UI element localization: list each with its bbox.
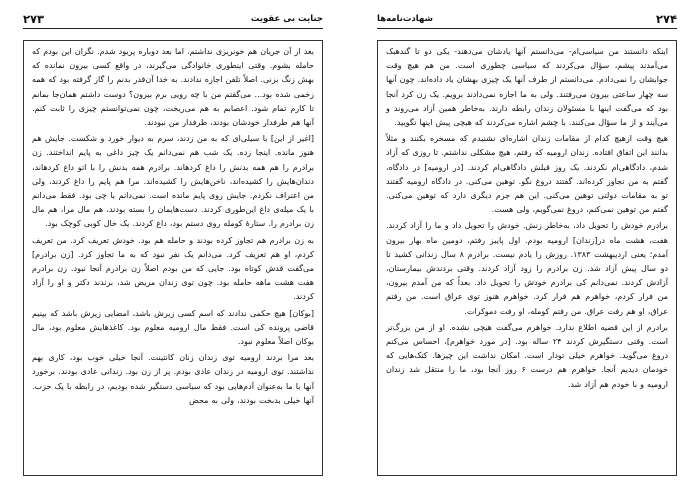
- left-paragraph-3: به زن برادرم هم تجاوز کرده بودند و حامله هم بود. خودش تعریف کرد. من تعریف کردم، او هم تعریف کرد. می‌دانم یک نفر نبود که به ما تجاوز کرد. [زن برادرم] می‌گفت قدش کوتاه بود. جایی که من بودم اصلاً زن برادرم آنجا نبود. زن برادرم هفت هشت ماهه حامله بود. چون توی زندان مریض شد، برندند دکتر و او را آزاد کردند.: [32, 235, 314, 302]
- left-paragraph-2: [اغیر از این] با سیلی‌ای که به من زدند، سرم به دیوار خورد و شکست. جایش هم هنوز مانده. اینجا زده. یک شب هم نمی‌دانم یک چیز داغی به پایم انداختند. زن برادرم را هم همه بدنش را داغ کردهاند. برادرم همه بدنش را با اتو داغ کردهاند، دندان‌هایش را کشیده‌اند، ناخن‌هایش را کشیده‌اند. مرا هم پایم را داغ کردند، ولی من اعتراف نکردم. جایش روی پایم مانده است. نمی‌دانم با چی بود. فقط می‌دانم با یک میله‌ی داغ این‌طوری کردند. دست‌هایمان را بسته بودند، هم مال مرا، هم مال زن برادرم را. ستارهٔ کومله روی دستم بود، داغ کردند. یک خال کوبی کوچک بود.: [32, 134, 314, 229]
- right-paragraph-3: برادرم خودش را تحویل داد، به‌خاطر زنش. خودش را تحویل داد و ما را آزاد کردند. هفت، هشت ماه در[زندان] ارومیه بودم. اول پاییز رفتم، دومین ماه بهار بیرون آمدم؛ یعنی اردیبهشت ۱۳۸۳. روزش را یادم نیست. برادرم ۸ سال زندانی کشید تا دو سال پیش آزاد شد. زن برادرم را زود آزاد کردند. وقتی بردندش بیمارستان، آزادش کردند. نمی‌دانم کی برادرم خودش را تحویل داد. بعداً که من آمدم بیرون، من فرار کردم، خواهرم هم فرار کرد. خواهرم هنوز توی عراق است. من رفتم عراق، او هم رفت عراق. من رفتم کومله، او رفت دموکرات.: [386, 221, 669, 316]
- right-paragraph-2: هیچ وقت ازهیچ کدام از مقامات زندان اشاره‌ای نشنیدم که مسخره بکنند و مثلاً بدانند این اتفاق افتاده. زندان ارومیه که رفتم، هیچ مشکلی نداشتم. تا روزی که آزاد شدم، دادگاهی‌ام نکردند. یک روز قبلش دادگاهی‌ام کردند. [در ارومیه] در دادگاه، گفتم به من تجاوز کرده‌اند. گفتند دروغ نگو. توهین می‌کنی. در دادگاه ارومیه گفتند تو به مقامات دولتی توهین می‌کنی. این هم جرم دیگری دارد که توهین می‌کنی. گفتم من توهین نمی‌کنم، دروغ نمی‌گویم، ولی هست.: [386, 134, 668, 215]
- left-page-header: [23, 11, 323, 27]
- right-page: [349, 0, 697, 486]
- left-header-rule: [23, 28, 323, 29]
- left-paragraph-1: بعد از آن جریان هم خونریزی نداشتم. اما بعد دوباره پریود شدم. نگران این بودم که حامله بشوم. وقتی اینطوری خانوادگی می‌گیرند، در واقع کسی بیرون نمانده که بهش زنگ بزنی. اصلاً تلفن اجازه ندادند. به خدا آن‌قدر بدنم را گاز گرفته بود که همه زخمی شده بود... می‌گفتم من با چه رویی برم بیرون؟ دوست داشتم همان‌جا بمانم تا کارم تمام شود. اعصابم به هم می‌ریخت، چون نمی‌توانستم چیزی را ثابت کنم. آنها هم طرفدار خودشان بودند، طرفدار من نبودند.: [32, 47, 314, 128]
- left-running-title: جنایت بی عقوبت: [250, 14, 323, 24]
- right-running-title: شهادت‌نامه‌ها: [377, 14, 433, 24]
- left-paragraph-4: [بوکان] هیچ حکمی ندادند که اسم کسی زیرش باشد، امضایی زیرش باشد که بپنیم قاضی پرونده کی است. فقط مال ارومیه معلوم بود. کاغذهایش معلوم بود، مال بوکان اصلاً معلوم نبود.: [32, 308, 314, 347]
- right-text-box: [377, 40, 677, 476]
- left-paragraph-5: بعد مرا بردند ارومیه توی زندان زنان کانتینت. آنجا خیلی خوب بود، کاری بهم نداشتند. توی ارومیه در زندان عادی بودم. پر از زن بود. زندانی عادی بودند. برخورد آنها با ما به‌عنوان آدم‌هایی بود که سیاسی دستگیر شده بودیم، در رابطه با یک حزب. آنها خیلی بدبخت بودند، ولی به محض: [32, 353, 314, 405]
- left-text-box: [23, 40, 323, 476]
- right-paragraph-1: اینکه دانستند من سیاسی‌ام- می‌دانستم آنها یادشان می‌دهند- یکی دو تا گندهبک می‌آمدند پیشم، سؤال می‌کردند که سیاسی چطوری است. من هم هیچ وقت جوابشان را نمی‌دادم. می‌دانستم از طرف آنها یک چیزی بهشان یاد داده‌اند. چون آنها سه چهار ساعتی بیرون می‌رفتند. ولی به ما اجازه نمی‌دادند برویم. یک زن کرد آنجا بود که می‌گفت اینها با مسئولان زندان رابطه دارند. به‌خاطر همین آزاد می‌روند و می‌آیند و از ما سؤال می‌کنند. با چشم اشاره می‌کردند که هیچی پیش اینها نگویید.: [386, 47, 668, 128]
- right-page-number: ۲۷۴: [655, 12, 677, 26]
- left-page-number: ۲۷۳: [23, 12, 45, 26]
- right-paragraph-4: برادرم از این قضیه اطلاع ندارد. خواهرم می‌گفت هیچی نشده. او از من بزرگ‌تر است. وقتی دستگیرش کردند ۲۴ ساله بود. [در مورد خواهرم]، احساس می‌کنم دروغ می‌گوید. خواهرم خیلی تودار است. امکان نداشت این چیزها. کتک‌هایی که خودمان دیدیم آنجا. خواهرم هم درست ۶ روز آنجا بود، ما را منتقل شد زندان ارومیه و با خودم هم آزاد شد.: [386, 322, 668, 389]
- right-header-rule: [377, 28, 677, 29]
- right-page-header: [377, 11, 677, 27]
